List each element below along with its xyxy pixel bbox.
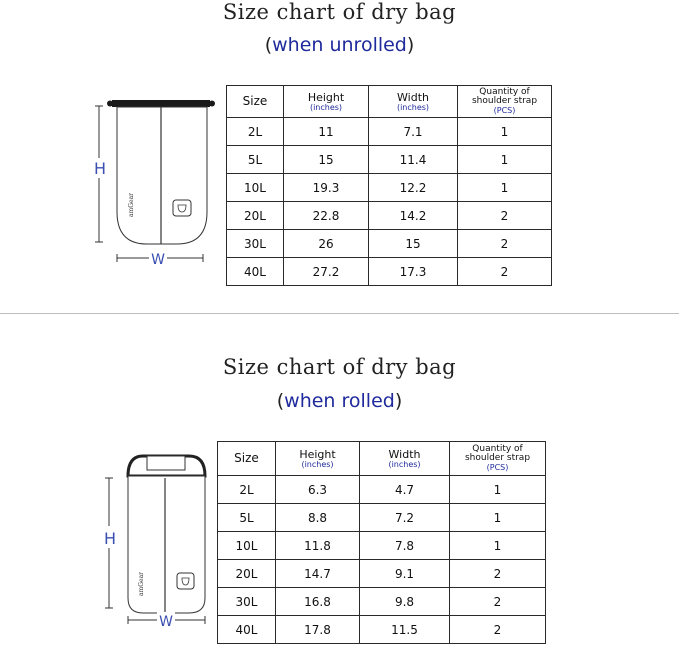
table-row: 10L 19.3 12.2 1: [227, 174, 552, 202]
header-height: Height (inches): [276, 442, 360, 476]
table-header-row: [218, 442, 546, 476]
rolled-size-table: [217, 441, 546, 644]
rolled-bag-diagram: [95, 448, 215, 633]
rolled-title: Size chart of dry bag: [222, 355, 457, 379]
bag-top-strap: [112, 100, 210, 107]
table-row: 2L 6.3 4.7 1: [218, 476, 546, 504]
section-divider: [0, 313, 679, 314]
header-width: Width (inches): [360, 442, 450, 476]
unrolled-size-table: [226, 85, 552, 286]
table-row: 30L 26 15 2: [227, 230, 552, 258]
table-row: 20L 14.7 9.1 2: [218, 560, 546, 588]
width-label: W: [151, 252, 165, 268]
rolled-subtitle: (when rolled): [276, 390, 403, 412]
table-row: 40L 27.2 17.3 2: [227, 258, 552, 286]
unrolled-subtitle: (when unrolled): [264, 34, 415, 56]
table-row: 30L 16.8 9.8 2: [218, 588, 546, 616]
height-label: H: [103, 529, 117, 548]
table-row: 2L 11 7.1 1: [227, 118, 552, 146]
header-width: Width (inches): [369, 86, 458, 118]
bag-body: [117, 107, 207, 244]
bag-window-icon: [173, 200, 191, 216]
height-label: H: [93, 159, 107, 178]
header-quantity: Quantity of shoulder strap (PCS): [458, 86, 552, 118]
table-row: 40L 17.8 11.5 2: [218, 616, 546, 644]
table-row: 5L 15 11.4 1: [227, 146, 552, 174]
brand-logo: amGear: [128, 192, 135, 217]
width-label: W: [159, 614, 173, 630]
unrolled-bag-diagram: [85, 92, 220, 272]
unrolled-title: Size chart of dry bag: [222, 0, 457, 24]
header-quantity: Quantity of shoulder strap (PCS): [450, 442, 546, 476]
header-size: Size: [227, 86, 284, 118]
brand-logo: amGear: [138, 571, 145, 596]
header-height: Height (inches): [284, 86, 369, 118]
table-row: 20L 22.8 14.2 2: [227, 202, 552, 230]
bag-window-icon: [177, 573, 194, 589]
table-header-row: [227, 86, 552, 118]
table-row: 10L 11.8 7.8 1: [218, 532, 546, 560]
table-row: 5L 8.8 7.2 1: [218, 504, 546, 532]
header-size: Size: [218, 442, 276, 476]
